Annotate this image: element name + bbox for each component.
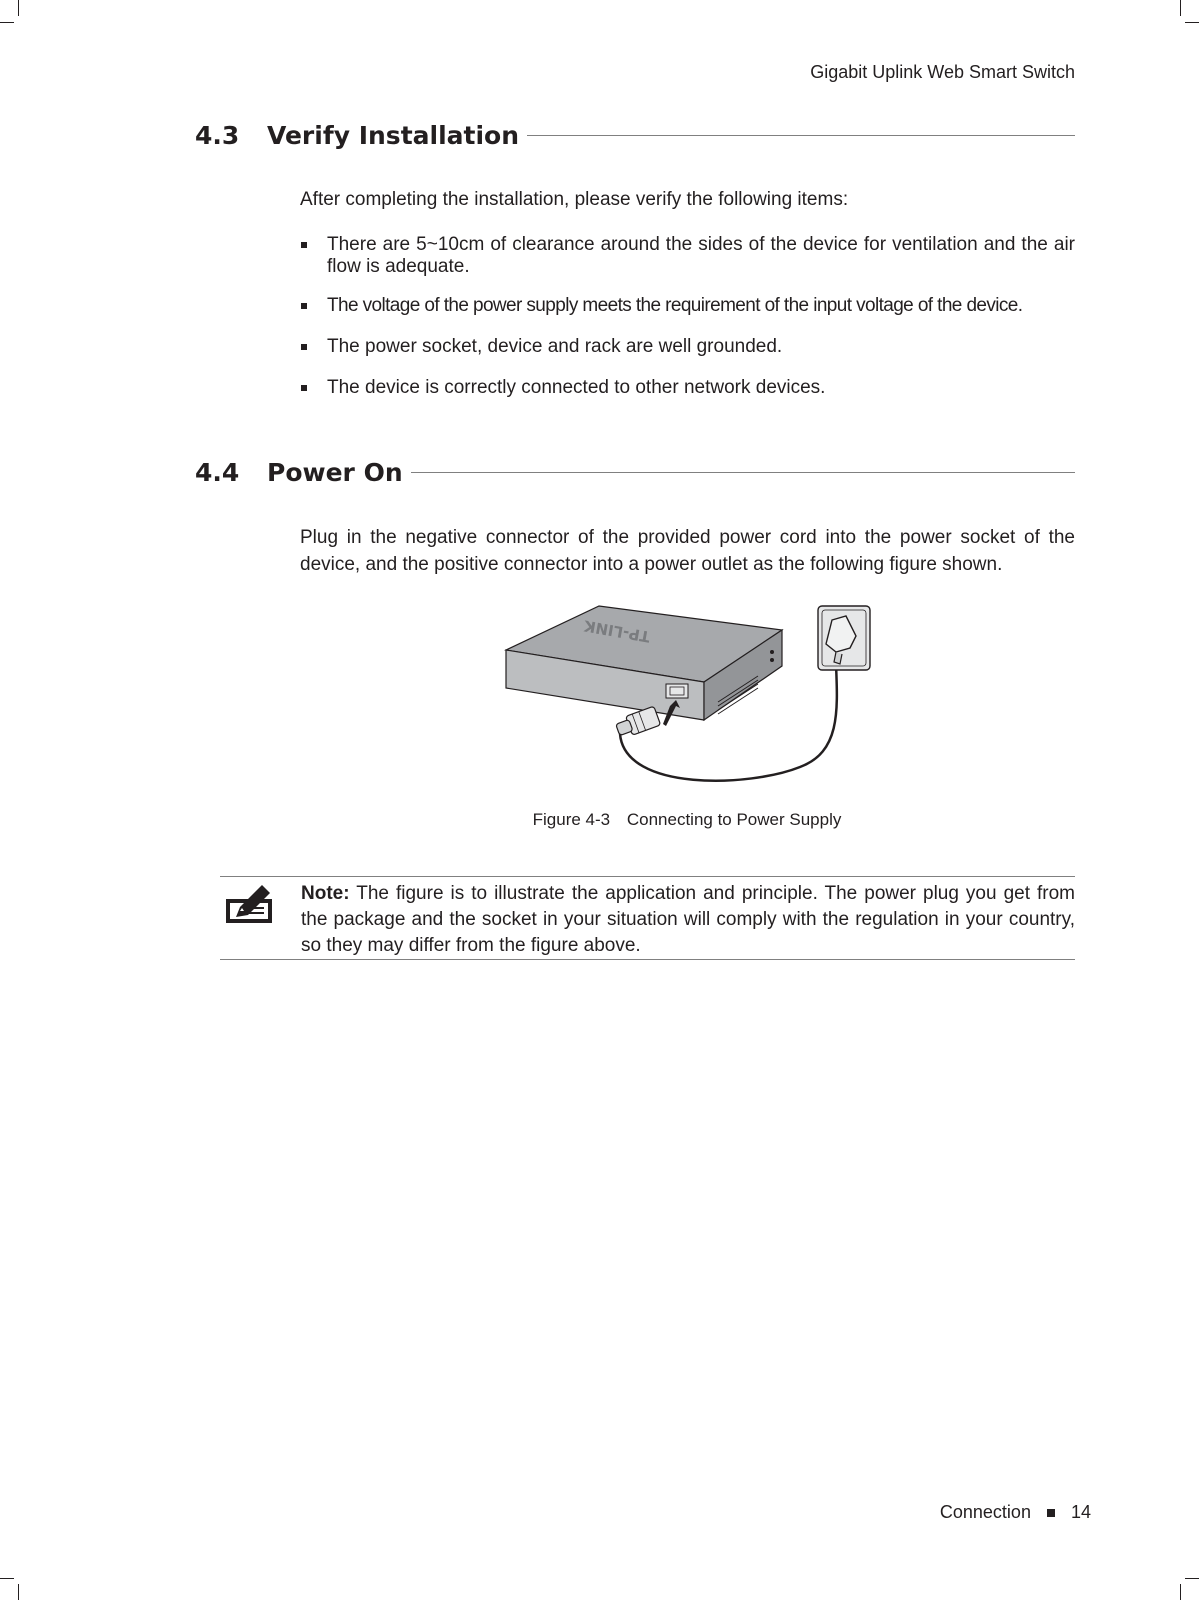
crop-mark	[1185, 22, 1199, 23]
section-title: Verify Installation	[267, 121, 520, 150]
verification-checklist	[300, 234, 1075, 399]
section-body: Plug in the negative connector of the provided power cord into the power socket of the device, and the positive connector into a power outlet as the following figure shown.	[300, 527, 1075, 575]
section-number: 4.3	[195, 121, 240, 150]
bullet-icon	[301, 385, 307, 391]
note-pencil-icon	[224, 881, 276, 927]
note-label: Note:	[301, 883, 350, 904]
bullet-icon	[301, 242, 307, 248]
crop-mark	[18, 0, 19, 16]
crop-mark	[1180, 1584, 1181, 1600]
crop-mark	[0, 1578, 14, 1579]
list-item-text: The power socket, device and rack are well grounded.	[327, 336, 783, 357]
list-item-text: The voltage of the power supply meets the requirement of the input voltage of the device.	[327, 295, 1023, 316]
switch-logo: TP-LINK	[582, 616, 652, 646]
bullet-icon	[301, 344, 307, 350]
footer-chapter: Connection	[939, 1502, 1031, 1522]
footer-separator-icon	[1047, 1509, 1055, 1517]
list-item-text: There are 5~10cm of clearance around the sides of the device for ventilation and the air flow is adequate.	[327, 234, 1075, 277]
list-item	[300, 295, 1075, 317]
figure-label: Figure 4-3	[532, 810, 611, 829]
bullet-icon	[301, 303, 307, 309]
section-title: Power On	[267, 458, 403, 487]
note-text	[301, 881, 1075, 959]
crop-mark	[0, 22, 14, 23]
power-connection-figure	[500, 602, 900, 802]
list-item	[300, 377, 1075, 399]
crop-mark	[1185, 1578, 1199, 1579]
heading-rule	[411, 472, 1075, 473]
heading-rule	[527, 135, 1075, 136]
list-item	[300, 336, 1075, 358]
list-item-text: The device is correctly connected to other network devices.	[327, 377, 826, 398]
figure-caption	[0, 810, 1199, 830]
page-footer	[940, 1502, 1091, 1523]
note-box	[220, 876, 1075, 960]
section-number: 4.4	[195, 458, 240, 487]
running-header: Gigabit Uplink Web Smart Switch	[810, 62, 1075, 82]
section-heading-power-on	[195, 458, 1075, 487]
crop-mark	[18, 1584, 19, 1600]
section-intro: After completing the installation, please verify the following items:	[300, 189, 849, 210]
page-number: 14	[1070, 1502, 1091, 1522]
figure-caption-text: Connecting to Power Supply	[626, 810, 842, 829]
note-body: The figure is to illustrate the application and principle. The power plug you get from the package and the socket in your situation will comply with the regulation in your country, so they may differ from the figure above.	[301, 883, 1075, 956]
section-heading-verify-installation	[195, 121, 1075, 150]
power-socket	[666, 684, 688, 698]
crop-mark	[1180, 0, 1181, 16]
list-item	[300, 234, 1075, 278]
